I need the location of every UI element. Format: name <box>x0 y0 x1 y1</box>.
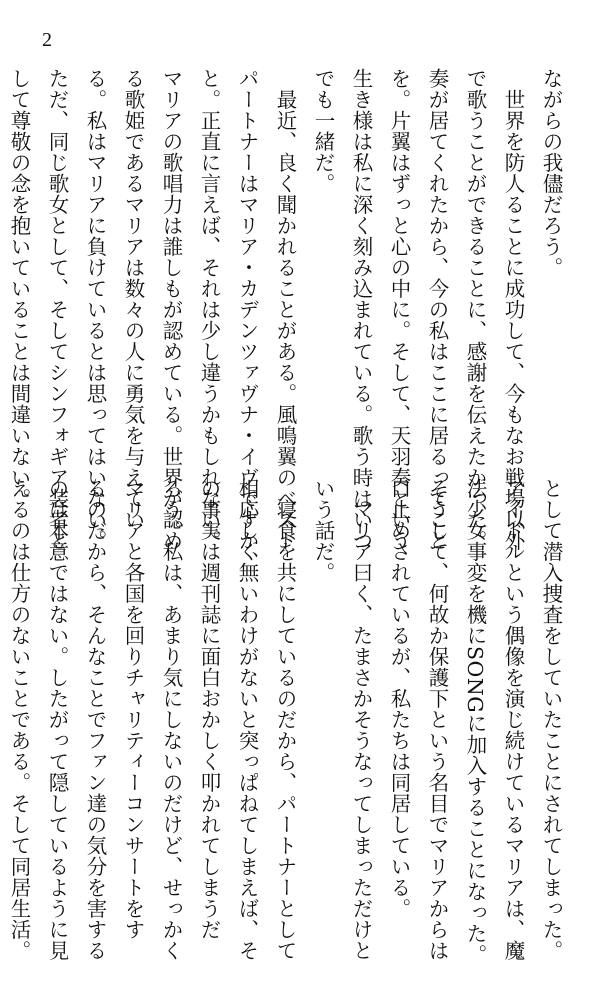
text-line: マリアと各国を回りチャリティーコンサートをす <box>121 478 145 940</box>
text-line: 寝食を共にしているのだから、パートナーとして <box>273 478 297 961</box>
text-line: いう話だ。 <box>311 478 335 583</box>
text-line: パートナーはマリア・カデンツァヴナ・イヴですか、 <box>235 68 259 572</box>
text-line: の事実は週刊誌に面白おかしく叩かれてしまうだ <box>197 478 221 940</box>
text-line: でも一緒だ。 <box>311 68 335 194</box>
text-line: ろう。私は、あまり気にしないのだけど、せっかく <box>159 478 183 961</box>
text-line: 世界を防人ることに成功して、今もなお戦場以外 <box>501 68 525 551</box>
text-line: と。正直に言えば、それは少し違うかもしれない。 <box>197 68 221 551</box>
text-line: ただ、同じ歌女として、そしてシンフォギア装者と <box>45 68 69 551</box>
text-line: 相応しく無いわけがないと突っぱねてしまえば、そ <box>235 478 259 961</box>
text-line: のは本意ではない。したがって隠しているように見 <box>45 478 69 961</box>
text-line: して尊敬の念を抱いていることは間違いない。 <box>7 68 31 509</box>
text-line: る。私はマリアに負けているとは思ってはいない。 <box>83 68 107 551</box>
text-line: を。片翼はずっと心の中に。そして、天羽奏という <box>387 68 411 551</box>
text-line: 奏が居てくれたから、今の私はここに居るってこと <box>425 68 449 551</box>
text-line: 最近、良く聞かれることがある。風鳴翼のベスト <box>273 68 297 551</box>
text-line: えるのは仕方のないことである。そして同居生活。 <box>7 478 31 961</box>
text-line: るのだから、そんなことでファン達の気分を害する <box>83 478 107 961</box>
text-line: 口止めされているが、私たちは同居している。 <box>387 478 411 919</box>
text-line: る歌姫であるマリアは数々の人に勇気を与えてい <box>121 68 145 530</box>
text-line: マリア曰く、たまさかそうなってしまっただけと <box>349 478 373 961</box>
text-line: 生き様は私に深く刻み込まれている。歌う時はいつ <box>349 68 373 551</box>
bottom-text-block <box>7 478 570 966</box>
text-line: で歌うことができることに、感謝を伝えたかった。 <box>463 68 487 551</box>
text-line: として潜入捜査をしていたことにされてしまった。 <box>539 478 563 961</box>
text-line: ながらの我儘だろう。 <box>539 68 563 278</box>
text-line: アイドルという偶像を演じ続けているマリアは、魔 <box>501 478 525 961</box>
page-number: 2 <box>42 29 52 51</box>
text-line: 法少女事変を機にSONGに加入することになった。 <box>463 478 487 966</box>
text-line: そうして、何故か保護下という名目でマリアからは <box>425 478 449 961</box>
text-line: マリアの歌唱力は誰しもが認めている。世界が認め <box>159 68 183 551</box>
